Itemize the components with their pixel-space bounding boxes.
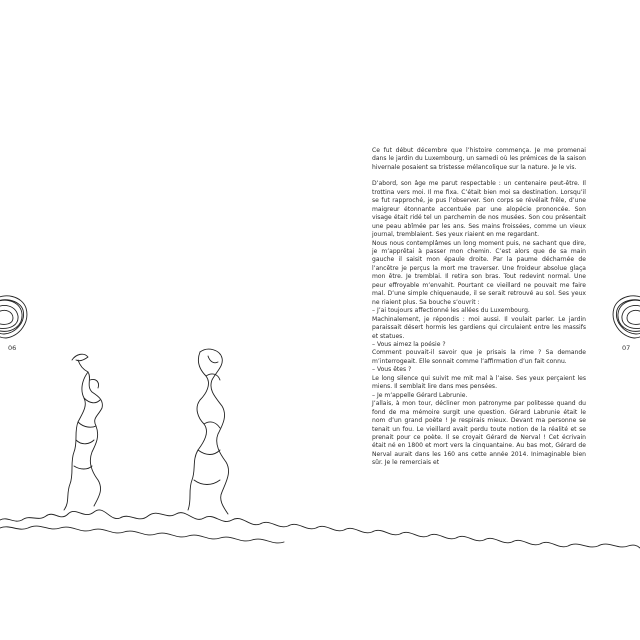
left-scribble-circle xyxy=(0,296,27,338)
dialogue-line: – Vous aimez la poésie ? xyxy=(372,340,446,348)
ground-line-lower xyxy=(0,526,284,543)
left-figure-drawing xyxy=(64,354,102,510)
right-scribble-circle xyxy=(613,296,640,338)
page-number-right: 07 xyxy=(622,344,631,352)
body-text xyxy=(372,147,586,468)
paragraph: Comment pouvait-il savoir que je prisais la rime ? Sa demande m’interrogeait. Elle sonnait comme l’affirmation d’un fait connu. xyxy=(372,349,586,365)
paragraph: Le long silence qui suivit me mit mal à l’aise. Ses yeux perçaient les miens. Il semblait lire dans mes pensées. xyxy=(372,374,586,391)
paragraph: Nous nous contemplâmes un long moment puis, ne sachant que dire, je m’apprêtai à passer mon chemin. C’est alors que de sa main gauche il saisit mon épaule droite. Par la paume décharnée de l’ancêtre je perçus la mort me traverser. Une froideur absolue glaça mon être. Je tremblai. Il retira son bras. Tout redevint normal. Une peur effroyable m’envahit. Pourtant ce vieillard ne pouvait me faire mal. D’une simple chiquenaude, il se serait retrouvé au sol. Ses yeux ne riaient plus. Sa bouche s’ouvrit : xyxy=(372,239,586,306)
paragraph: J’allais, à mon tour, décliner mon patronyme par politesse quand du fond de ma mémoire surgit une question. Gérard Labrunie était le nom d’un grand poète ! Je respirais mieux. Devant ma personne se tenait un fou. Le vieillard avait perdu toute notion de la réalité et se prenait pour ce poète. Il se croyait Gérard de Nerval ! Cet écrivain était né en 1800 et mort vers la cinquantaine. Au bas mot, Gérard de Nerval aurait dans les 160 ans cette année 2014. Inimaginable bien sûr. Je le remerciais et xyxy=(372,400,586,467)
paragraph: Ce fut début décembre que l’histoire commença. Je me promenai dans le jardin du Luxembourg, un samedi où les prémices de la saison hivernale posaient sa tristesse mélancolique sur la nature. Je le vis. xyxy=(372,147,586,171)
page-number-left: 06 xyxy=(8,344,17,352)
paragraph: Machinalement, je répondis : moi aussi. Il voulait parler. Le jardin paraissait désert hormis les gardiens qui circulaient entre les massifs et statues. xyxy=(372,315,586,340)
dialogue-line: – Vous êtes ? xyxy=(372,366,412,374)
dialogue-line: – J’ai toujours affectionné les allées du Luxembourg. xyxy=(372,307,530,315)
right-figure-drawing xyxy=(188,349,229,514)
dialogue-line: – Je m’appelle Gérard Labrunie. xyxy=(372,391,468,399)
paragraph: D’abord, son âge me parut respectable : un centenaire peut-être. Il trottina vers moi. Il me fixa. C’était bien moi sa destination. Lorsqu’il se fut rapproché, je pus l’observer. Son corps se révélait frêle, d’une maigreur étonnante accentuée par une alopécie prononcée. Son visage était ridé tel un parchemin de nos musées. Son cou présentait une peau abîmée par les ans. Ses mains froissées, comme un vieux journal, tremblaient. Ses yeux riaient en me regardant. xyxy=(372,180,586,239)
